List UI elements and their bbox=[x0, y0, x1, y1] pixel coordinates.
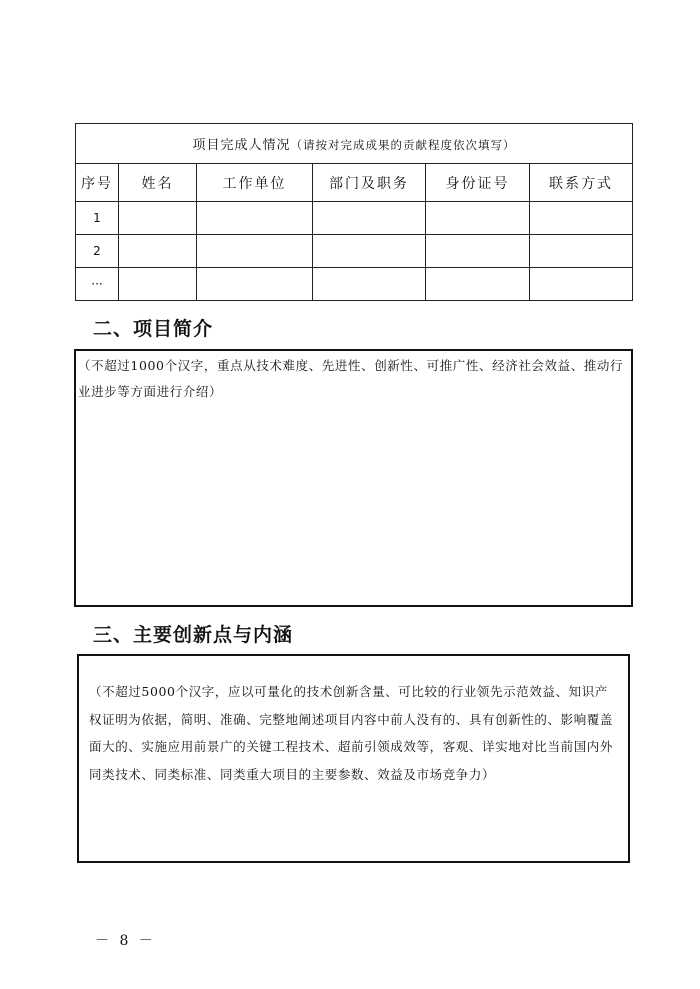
innovation-box[interactable] bbox=[77, 654, 630, 863]
employer-cell[interactable] bbox=[197, 235, 313, 268]
name-cell[interactable] bbox=[119, 235, 197, 268]
name-cell[interactable] bbox=[119, 202, 197, 235]
innovation-instructions: （不超过5000个汉字，应以可量化的技术创新含量、可比较的行业领先示范效益、知识产权证明为依据，简明、准确、完整地阐述项目内容中前人没有的、具有创新性的、影响覆盖面大的、实施应用前景广的关键工程技术、超前引领成效等，客观、详实地对比当前国内外同类技术、同类标准、同类重大项目的主要参数、效益及市场竞争力） bbox=[89, 684, 614, 782]
id-number-cell[interactable] bbox=[426, 202, 530, 235]
contact-cell[interactable] bbox=[530, 202, 633, 235]
table-caption bbox=[76, 124, 633, 164]
row-seq: 2 bbox=[76, 235, 119, 268]
department-cell[interactable] bbox=[313, 268, 426, 301]
project-members-table bbox=[75, 123, 633, 301]
department-cell[interactable] bbox=[313, 202, 426, 235]
contact-cell[interactable] bbox=[530, 235, 633, 268]
column-header-contact: 联系方式 bbox=[530, 164, 633, 202]
project-intro-instructions: （不超过1000个汉字，重点从技术难度、先进性、创新性、可推广性、经济社会效益、推动行业进步等方面进行介绍） bbox=[78, 358, 624, 399]
column-header-id-number: 身份证号 bbox=[426, 164, 530, 202]
id-number-cell[interactable] bbox=[426, 268, 530, 301]
employer-cell[interactable] bbox=[197, 268, 313, 301]
column-header-department: 部门及职务 bbox=[313, 164, 426, 202]
project-intro-box[interactable] bbox=[74, 349, 633, 607]
column-header-seq: 序号 bbox=[76, 164, 119, 202]
row-seq: 1 bbox=[76, 202, 119, 235]
table-row bbox=[76, 235, 633, 268]
table-header-row bbox=[76, 164, 633, 202]
table-row bbox=[76, 202, 633, 235]
column-header-employer: 工作单位 bbox=[197, 164, 313, 202]
section-heading-innovation: 三、主要创新点与内涵 bbox=[93, 624, 294, 646]
contact-cell[interactable] bbox=[530, 268, 633, 301]
row-seq: ··· bbox=[76, 268, 119, 301]
page-number: － 8 － bbox=[95, 933, 156, 949]
column-header-name: 姓名 bbox=[119, 164, 197, 202]
department-cell[interactable] bbox=[313, 235, 426, 268]
table-row bbox=[76, 268, 633, 301]
section-heading-project-intro: 二、项目简介 bbox=[93, 318, 214, 340]
id-number-cell[interactable] bbox=[426, 235, 530, 268]
name-cell[interactable] bbox=[119, 268, 197, 301]
table-caption-title: 项目完成人情况 bbox=[192, 138, 291, 153]
table-caption-note: （请按对完成成果的贡献程度依次填写） bbox=[290, 138, 516, 152]
employer-cell[interactable] bbox=[197, 202, 313, 235]
